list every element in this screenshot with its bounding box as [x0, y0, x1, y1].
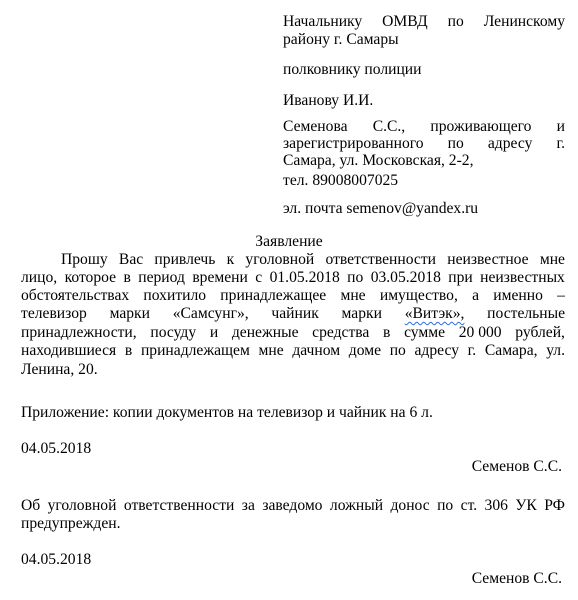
word: которое: [64, 269, 117, 286]
word: времени: [192, 269, 248, 286]
word: марки: [341, 305, 382, 322]
word: Самара,: [484, 342, 538, 359]
word: в: [123, 269, 131, 286]
word: телевизор: [21, 305, 87, 322]
recipient-line-1: [283, 13, 565, 31]
word: чайник: [271, 305, 319, 322]
recipient-name: Иванову И.И.: [283, 92, 374, 109]
sender-email: эл. почта semenov@yandex.ru: [283, 200, 479, 217]
date-2: 04.05.2018: [21, 551, 92, 568]
body-line-4: [21, 305, 565, 323]
word: ул.: [546, 342, 565, 359]
word: период: [138, 269, 185, 286]
word: и: [209, 324, 219, 341]
word: дачном: [292, 342, 341, 359]
word: и: [556, 118, 565, 135]
word: донос: [390, 497, 430, 514]
warning-line-2: предупрежден.: [21, 515, 121, 532]
word: РФ: [544, 497, 565, 514]
word: УК: [515, 497, 537, 514]
body-line-6: [21, 342, 565, 360]
word: г.: [556, 135, 565, 152]
sender-line-3: Самара, ул. Московская, 2-2,: [283, 152, 474, 169]
word: мне: [539, 251, 565, 268]
word: обстоятельствах: [21, 287, 130, 304]
word: по: [447, 13, 464, 30]
word: принадлежащем: [140, 342, 250, 359]
word: С.С.,: [372, 118, 406, 135]
word: по: [347, 269, 364, 286]
word: адресу: [414, 342, 459, 359]
word: уголовной: [47, 497, 117, 514]
body-line-7: Ленина, 20.: [21, 361, 98, 378]
recipient-rank: полковнику полиции: [283, 61, 422, 78]
word: в: [383, 324, 391, 341]
word: неизвестных: [480, 269, 565, 286]
word: Вас: [118, 251, 144, 268]
word: Семенова: [283, 118, 348, 135]
word: мне: [340, 287, 366, 304]
word: имущество,: [379, 287, 458, 304]
word: 306: [484, 497, 508, 514]
word: именно: [493, 287, 543, 304]
word: 01.05.2018: [269, 269, 340, 286]
word: проживающего: [430, 118, 532, 135]
document-title: Заявление: [255, 233, 323, 250]
word: уголовной: [245, 251, 315, 268]
word: 20 000: [458, 324, 502, 341]
signature-2: Семенов С.С.: [471, 570, 562, 587]
word: по: [389, 342, 406, 359]
body-line-1: [61, 251, 565, 269]
word: неизвестное: [447, 251, 529, 268]
date-1: 04.05.2018: [21, 440, 92, 457]
word: посуду: [150, 324, 197, 341]
word: ст.: [460, 497, 478, 514]
word: зарегистрированного: [283, 135, 424, 152]
word: г.: [467, 342, 477, 359]
word: ответственности: [325, 251, 436, 268]
body-line-5: [21, 324, 565, 342]
word: постельные: [487, 305, 565, 322]
word: принадлежности,: [21, 324, 137, 341]
word: «Самсунг»,: [172, 305, 249, 322]
word: Об: [21, 497, 41, 514]
word: ответственности: [123, 497, 235, 514]
word: при: [448, 269, 473, 286]
word: привлечь: [154, 251, 216, 268]
word: в: [124, 342, 133, 359]
word: по: [447, 135, 464, 152]
word: 03.05.2018: [370, 269, 441, 286]
word: доме: [348, 342, 382, 359]
word: средства: [312, 324, 370, 341]
word: Начальнику: [283, 13, 363, 30]
word: похитило: [143, 287, 207, 304]
word: с: [255, 269, 263, 286]
word: заведомо: [262, 497, 323, 514]
word: денежные: [231, 324, 299, 341]
word: принадлежащее: [220, 287, 327, 304]
sender-line-2: [283, 135, 565, 153]
word: сумме: [404, 324, 446, 341]
word: за: [241, 497, 255, 514]
word: марки: [109, 305, 150, 322]
sender-phone: тел. 89008007025: [283, 172, 399, 189]
signature-1: Семенов С.С.: [471, 458, 562, 475]
word: Прошу: [61, 251, 108, 268]
word: по: [437, 497, 454, 514]
body-line-3: [21, 287, 565, 305]
sender-line-1: [283, 118, 565, 136]
word: «Витэк»,: [404, 305, 465, 322]
word: адресу: [487, 135, 533, 152]
recipient-line-2: району г. Самары: [283, 31, 399, 48]
warning-line-1: [21, 497, 565, 515]
word: ОМВД: [382, 13, 428, 30]
word: –: [557, 287, 565, 304]
word: Ленинскому: [483, 13, 565, 30]
word: лицо,: [21, 269, 58, 286]
word: ложный: [329, 497, 384, 514]
word: находившиеся: [21, 342, 117, 359]
body-line-2: [21, 269, 565, 287]
word: рублей,: [515, 324, 565, 341]
word: а: [472, 287, 480, 304]
attachment-note: Приложение: копии документов на телевизор и чайник на 6 л.: [21, 404, 433, 421]
word: мне: [258, 342, 284, 359]
word: к: [226, 251, 235, 268]
